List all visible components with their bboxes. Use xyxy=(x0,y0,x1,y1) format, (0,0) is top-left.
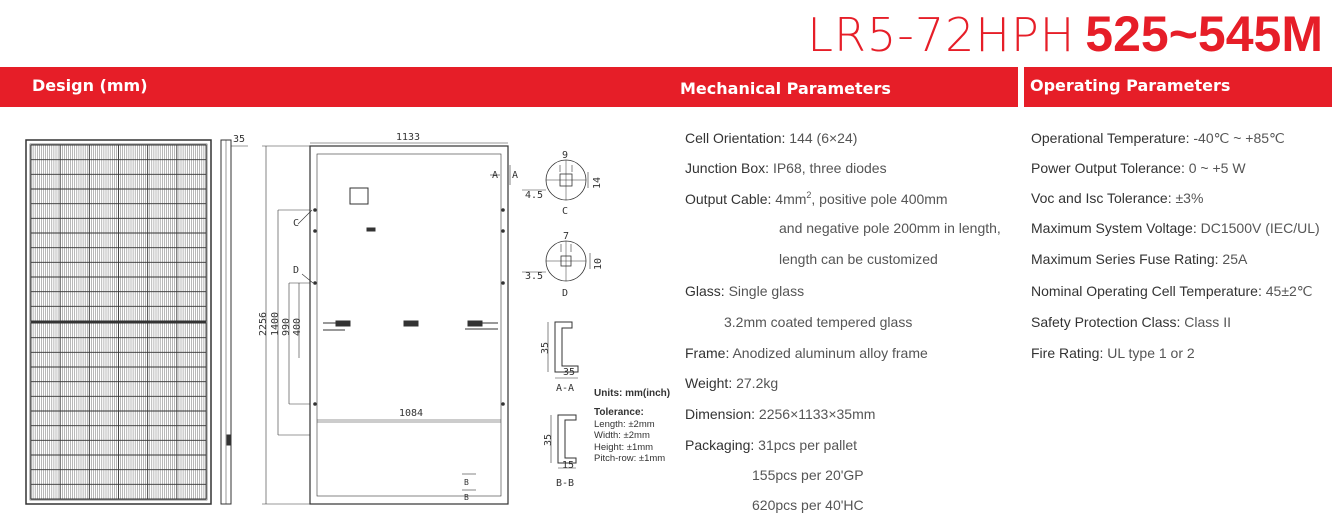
tolerance-length: Length: ±2mm xyxy=(594,418,655,430)
label-section-aa: A-A xyxy=(556,383,575,394)
param-glass-line2: 3.2mm coated tempered glass xyxy=(724,314,913,330)
units-note xyxy=(594,388,670,400)
param-noct: Nominal Operating Cell Temperature: 45±2℃ xyxy=(1031,283,1313,299)
dim-c-offset: 4.5 xyxy=(525,190,544,201)
dim-d-width: 7 xyxy=(563,231,570,242)
dim-400: 400 xyxy=(292,317,303,336)
tolerance-title: Tolerance: xyxy=(594,407,644,418)
param-packaging-line3: 620pcs per 40'HC xyxy=(752,497,864,513)
param-power-output-tolerance: Power Output Tolerance: 0 ~ +5 W xyxy=(1031,160,1246,176)
dim-bb-width: 15 xyxy=(562,460,575,471)
param-max-system-voltage: Maximum System Voltage: DC1500V (IEC/UL) xyxy=(1031,220,1320,236)
dim-d-offset: 3.5 xyxy=(525,271,544,282)
dim-aa-width: 35 xyxy=(563,367,576,378)
param-glass: Glass: Single glass xyxy=(685,283,805,299)
tolerance-height: Height: ±1mm xyxy=(594,441,654,453)
operating-heading: Operating Parameters xyxy=(1030,76,1231,95)
label-d-marker: D xyxy=(293,265,300,276)
param-operational-temperature: Operational Temperature: -40℃ ~ +85℃ xyxy=(1031,130,1285,146)
dim-inner-width: 1084 xyxy=(399,408,424,419)
label-c-marker: C xyxy=(293,218,300,229)
panel-side-view xyxy=(221,140,248,504)
param-frame: Frame: Anodized aluminum alloy frame xyxy=(685,345,928,361)
drawing-svg xyxy=(0,110,670,520)
dim-length: 2256 xyxy=(258,311,269,336)
label-a-right: A xyxy=(512,170,519,181)
dim-bb-height: 35 xyxy=(543,433,554,446)
label-detail-d: D xyxy=(562,288,569,299)
param-cell-orientation: Cell Orientation: 144 (6×24) xyxy=(685,130,858,146)
label-b-lower: B xyxy=(464,493,469,502)
model-power-range: 525~545M xyxy=(1085,6,1323,62)
section-header-bar xyxy=(0,67,1341,107)
label-b-upper: B xyxy=(464,478,469,487)
model-name: LR5-72HPH xyxy=(807,8,1076,62)
dim-d-height: 10 xyxy=(593,257,604,270)
dim-width: 1133 xyxy=(396,132,421,143)
tolerance-note xyxy=(594,407,665,465)
tolerance-width: Width: ±2mm xyxy=(594,430,650,441)
design-heading: Design (mm) xyxy=(32,76,148,95)
param-packaging-line2: 155pcs per 20'GP xyxy=(752,467,864,483)
dim-aa-height: 35 xyxy=(540,341,551,354)
dim-c-width: 9 xyxy=(562,150,569,161)
param-output-cable-line3: length can be customized xyxy=(779,251,938,267)
param-weight: Weight: 27.2kg xyxy=(685,375,779,391)
param-output-cable-line2: and negative pole 200mm in length, xyxy=(779,220,1001,236)
param-output-cable: Output Cable: $4mm^2$, positive pole 400mm xyxy=(685,190,948,207)
param-max-series-fuse: Maximum Series Fuse Rating: 25A xyxy=(1031,251,1248,267)
panel-front-view xyxy=(26,140,211,504)
param-safety-class: Safety Protection Class: Class II xyxy=(1031,314,1231,330)
mechanical-heading: Mechanical Parameters xyxy=(680,79,891,98)
param-junction-box: Junction Box: IP68, three diodes xyxy=(685,160,887,176)
units-label: Units: mm(inch) xyxy=(594,388,671,399)
dim-c-height: 14 xyxy=(592,176,603,189)
param-dimension: Dimension: 2256×1133×35mm xyxy=(685,406,876,422)
param-voc-isc-tolerance: Voc and Isc Tolerance: ±3% xyxy=(1031,190,1204,206)
param-fire-rating: Fire Rating: UL type 1 or 2 xyxy=(1031,345,1195,361)
label-detail-c: C xyxy=(562,206,569,217)
dim-frame-depth: 35 xyxy=(233,134,246,145)
label-section-bb: B-B xyxy=(556,478,575,489)
dim-990: 990 xyxy=(281,317,292,336)
label-a-left: A xyxy=(492,170,499,181)
dim-1400: 1400 xyxy=(270,311,281,336)
design-drawing xyxy=(0,110,670,520)
tolerance-pitch-row: Pitch-row: ±1mm xyxy=(594,453,666,464)
param-packaging: Packaging: 31pcs per pallet xyxy=(685,437,858,453)
